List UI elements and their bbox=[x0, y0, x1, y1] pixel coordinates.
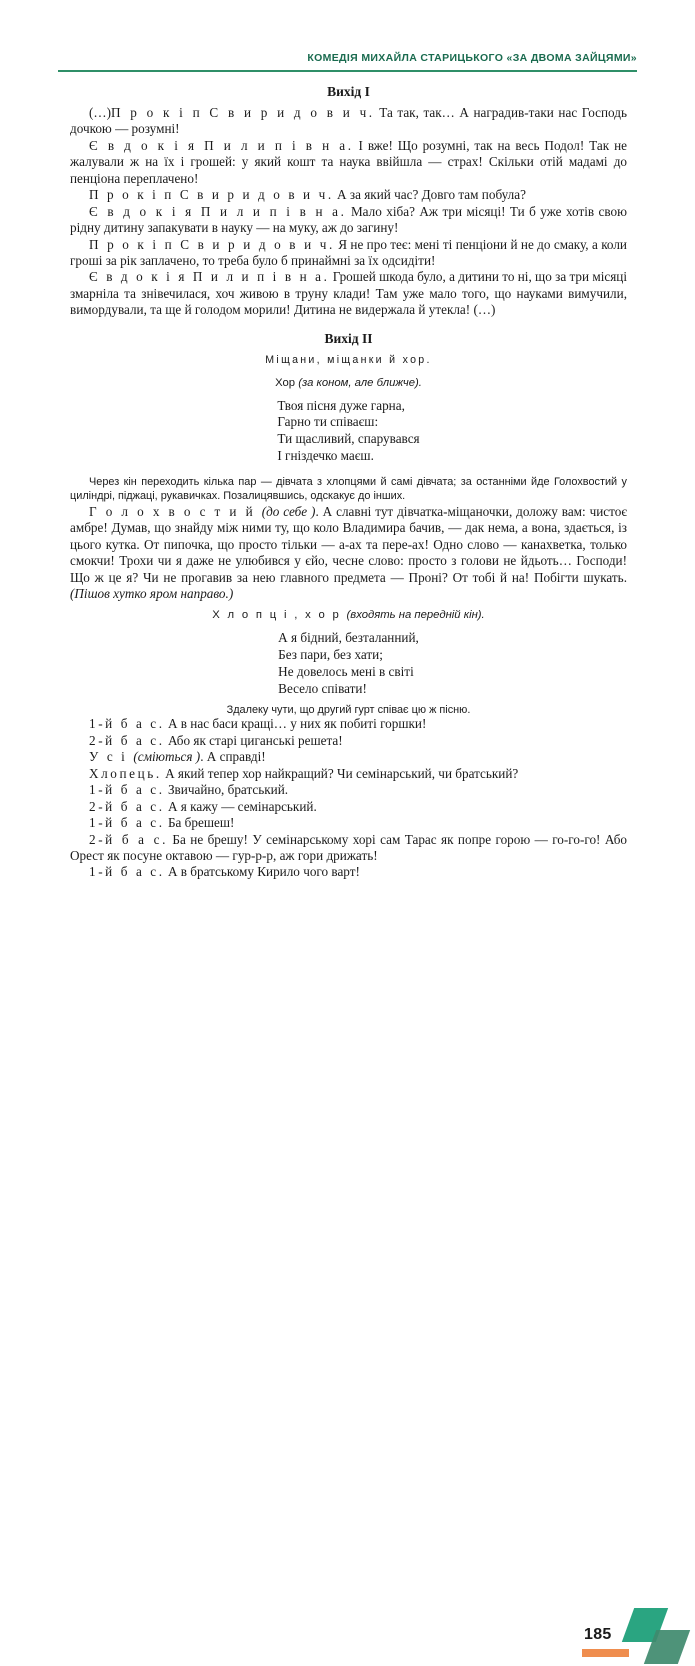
dialogue-text: . А справді! bbox=[200, 749, 266, 765]
song-one bbox=[70, 398, 627, 465]
stage-direction-far-chorus: Здалеку чути, що другий гурт співає цю ж пісню. bbox=[226, 704, 471, 717]
speaker-name: Хлопець. bbox=[89, 765, 162, 781]
speaker-name: Є в д о к і я П и л и п і в н а. bbox=[89, 269, 330, 285]
speech-yevdokiia-2 bbox=[70, 204, 627, 237]
speech-text: І вже! Що розумні, так на весь Подол! Так не жалували ж на їх і грошей: у який кошт та наука ввійшла — страх! Скільки отій мадамі до пенціона переплачено! bbox=[70, 137, 627, 186]
song-one-line: Твоя пісня дуже гарна, bbox=[277, 397, 405, 413]
song-one-line: І гніздечко маєш. bbox=[277, 447, 374, 463]
dialogue-line bbox=[70, 782, 627, 798]
boys-chorus-cue-name: Х л о п ц і , х о р bbox=[212, 609, 347, 622]
speaker-name: 1-й б а с. bbox=[89, 815, 165, 831]
speech-prefix: (…) bbox=[89, 105, 111, 120]
song-one-line: Гарно ти співаєш: bbox=[277, 414, 379, 430]
speaker-name: 2-й б а с. bbox=[89, 831, 169, 847]
folio-accent-bar bbox=[582, 1649, 629, 1657]
speaker-name: П р о к і п С в и р и д о в и ч. bbox=[89, 236, 335, 252]
speech-text: Та так, так… А наградив-таки нас Господь дочкою — розумні! bbox=[70, 105, 627, 137]
speech-text: Мало хіба? Аж три місяці! Ти б уже хотів свою рідну дитину запакувати в науку — на муку, аж до загину! bbox=[70, 203, 627, 236]
speaker-name: 1-й б а с. bbox=[89, 864, 165, 880]
song-two-line: Без пари, без хати; bbox=[278, 647, 383, 663]
dialogue-line bbox=[70, 716, 627, 732]
dialogue-text: Або як старі циганські решета! bbox=[164, 732, 343, 748]
aside-direction: (до себе ) bbox=[261, 503, 316, 519]
chorus-cue-direction: (за коном, але ближче). bbox=[298, 376, 422, 389]
song-one-block bbox=[277, 398, 419, 465]
speaker-name: Г о л о х в о с т и й bbox=[89, 503, 262, 519]
song-two-line: Не довелось мені в світі bbox=[278, 663, 414, 679]
running-head: КОМЕДІЯ МИХАЙЛА СТАРИЦЬКОГО «ЗА ДВОМА ЗАЙЦЯМИ» bbox=[307, 52, 637, 64]
chorus-cue-name: Хор bbox=[275, 376, 299, 389]
speaker-name: 2-й б а с. bbox=[89, 732, 165, 748]
dialogue-line bbox=[70, 749, 627, 765]
song-two-line: Весело співати! bbox=[278, 680, 367, 696]
song-two bbox=[70, 630, 627, 697]
dialogue-text: А в братському Кирило чого варт! bbox=[164, 864, 360, 880]
dialogue-text: Ба брешеш! bbox=[164, 815, 235, 831]
song-two-block bbox=[278, 630, 419, 697]
dialogue-line bbox=[70, 733, 627, 749]
dialogue-text: Звичайно, братський. bbox=[164, 782, 289, 798]
speaker-name: Є в д о к і я П и л и п і в н а. bbox=[89, 203, 347, 219]
speaker-name: Є в д о к і я П и л и п і в н а. bbox=[89, 137, 354, 153]
speech-prokip-1 bbox=[70, 105, 627, 138]
dialogue-direction: (сміються ) bbox=[133, 749, 201, 765]
boys-chorus-cue-direction: (входять на передній кін). bbox=[346, 609, 485, 622]
scene-one-title: Вихід I bbox=[327, 84, 370, 99]
boys-chorus-cue bbox=[70, 609, 627, 621]
dialogue-line bbox=[70, 766, 627, 782]
speaker-name: 2-й б а с. bbox=[89, 798, 165, 814]
dialogue-text: А я кажу — семінарський. bbox=[164, 798, 317, 814]
page-footer bbox=[0, 800, 695, 1643]
exit-direction: (Пішов хутко яром направо.) bbox=[70, 585, 234, 601]
publisher-logo-icon bbox=[628, 1608, 690, 1666]
page-number: 185 bbox=[584, 1626, 612, 1643]
speaker-name: 1-й б а с. bbox=[89, 782, 165, 798]
speech-yevdokiia-3 bbox=[70, 269, 627, 318]
song-two-line: А я бідний, безталанний, bbox=[278, 630, 419, 646]
dialogue-text: А який тепер хор найкращий? Чи семінарський, чи братський? bbox=[161, 765, 519, 781]
speech-text: Я не про теє: мені ті пенціони й не до смаку, а коли гроші за рік заплачено, то треба було б принаймні за їх одсидіти! bbox=[70, 236, 627, 268]
monologue-text: . А славні тут дівчатка-міщаночки, доложу вам: чистоє амбре! Думав, що знайду між ними ту, що коло Владимира бачив, — дак нема, а вона, здається, із цього кутка. От пипочка, що просто тільки — а-ах та пере-ах! Одно слово — канахветка, только смокчи! Трохи чи я даже не улюбився у єйо, чесне слово: просто з голови не йдьоть… Господи! Що ж це я? Чи не прогавив за нею главного предмета — Проні? От тобі й на! Побігти шукать. bbox=[70, 503, 627, 585]
speech-yevdokiia-1 bbox=[70, 138, 627, 187]
stage-direction-crossing: Через кін переходить кілька пар — дівчата з хлопцями й самі дівчата; за останніми йде Голохвостий у циліндрі, піджаці, рукавичках. Позалицявшись, одскакує до інших. bbox=[70, 475, 627, 503]
speech-prokip-2 bbox=[70, 187, 627, 203]
running-head-rule bbox=[58, 70, 637, 72]
chorus-cue bbox=[70, 377, 627, 389]
speech-text: А за який час? Довго там побула? bbox=[333, 187, 526, 203]
dialogue-text: А в нас баси кращі… у них як побиті горшки! bbox=[164, 716, 427, 732]
speaker-name: П р о к і п С в и р и д о в и ч. bbox=[110, 105, 375, 120]
dialogue-text: Ба не брешу! У семінарському хорі сам Тарас як попре горою — го-го-го! Або Орест як посуне октавою — гур-р-р, аж гори дрижать! bbox=[70, 831, 627, 863]
speaker-name: У с і bbox=[89, 749, 134, 765]
speaker-name: П р о к і п С в и р и д о в и ч. bbox=[89, 187, 334, 203]
scene-two-cast-list: Міщани, міщанки й хор. bbox=[265, 353, 432, 366]
song-one-line: Ти щасливий, спарувався bbox=[277, 431, 420, 447]
speaker-name: 1-й б а с. bbox=[89, 716, 165, 732]
scene-two-title: Вихід II bbox=[324, 330, 373, 346]
speech-prokip-3 bbox=[70, 237, 627, 270]
monologue-holokhvostyi bbox=[70, 504, 627, 603]
speech-text: Грошей шкода було, а дитини то ні, що за три місяці змарніла та знівечилася, хоч живою в труну клади! Там уже мало того, що науками вимучили, вимордували, та ще й голодом морили! Дитина не видержала й утекла! (…) bbox=[70, 269, 628, 318]
page-content bbox=[70, 80, 627, 881]
